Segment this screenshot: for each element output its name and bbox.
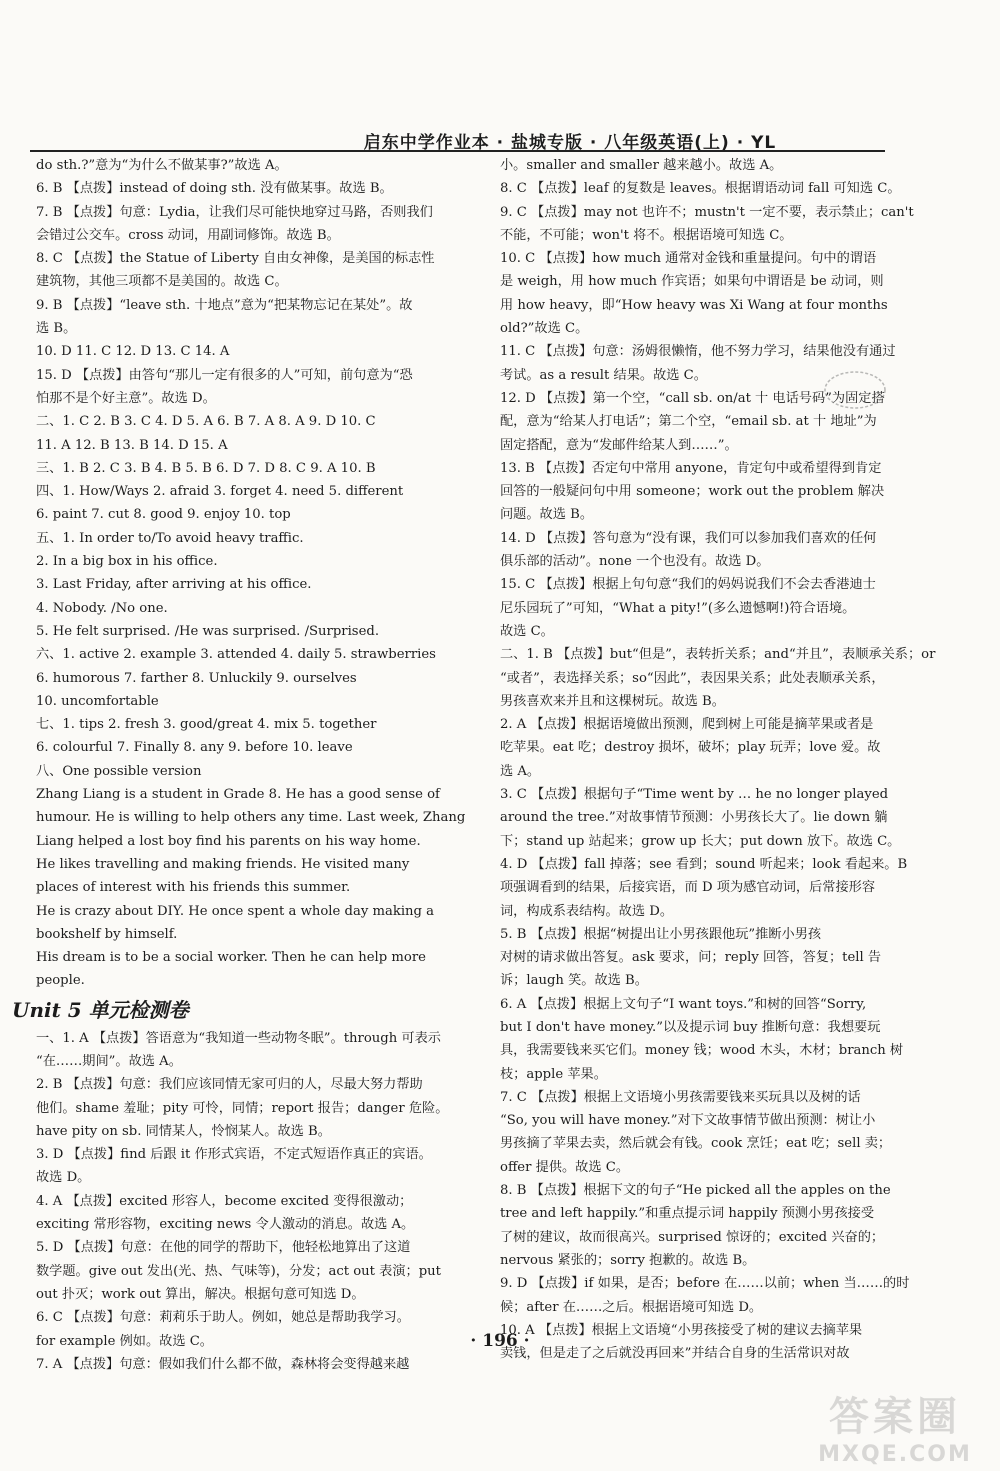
answer-line: 配，意为“给某人打电话”；第二个空，“email sb. at 十 地址”为 <box>500 414 877 430</box>
library-stamp-icon <box>820 365 890 415</box>
answer-line: 10. C 【点拨】how much 通常对金钱和重量提问。句中的谓语 <box>500 251 877 267</box>
answer-line: 二、1. B 【点拨】but“但是”，表转折关系；and“并且”，表顺承关系；or <box>500 647 936 663</box>
answer-line: 10. uncomfortable <box>36 693 159 709</box>
answer-line: 2. In a big box in his office. <box>36 554 218 570</box>
answer-line: 6. A 【点拨】根据上文句子“I want toys.”和树的回答“Sorry, <box>500 996 867 1012</box>
answer-line: 男孩喜欢来并且和这棵树玩。故选 B。 <box>500 693 725 709</box>
answer-line: for example 例如。故选 C。 <box>36 1333 213 1349</box>
answer-line: nervous 紧张的；sorry 抱歉的。故选 B。 <box>500 1252 756 1268</box>
answer-line: “或者”，表选择关系；so“因此”，表因果关系；此处表顺承关系， <box>500 670 885 686</box>
answer-line: 9. C 【点拨】may not 也许不；mustn't 一定不要，表示禁止；can't <box>500 204 914 220</box>
answer-line: out 扑灭；work out 算出，解决。根据句意可知选 D。 <box>36 1286 365 1302</box>
answer-line: 了树的建议，故而很高兴。surprised 惊讶的；excited 兴奋的； <box>500 1229 885 1245</box>
answer-line: 固定搭配，意为“发邮件给某人到……”。 <box>500 437 738 453</box>
watermark-text: 答案圈 <box>829 1394 961 1440</box>
answer-line: 会错过公交车。cross 动词，用副词修饰。故选 B。 <box>36 227 340 243</box>
answer-line: 候；after 在……之后。根据语境可知选 D。 <box>500 1299 763 1315</box>
watermark-url-text: MXQE.COM <box>818 1442 972 1467</box>
answer-line: 4. D 【点拨】fall 掉落；see 看到；sound 听起来；look 看起来。B <box>500 856 908 872</box>
answer-line: 6. B 【点拨】instead of doing sth. 没有做某事。故选 B。 <box>36 181 393 197</box>
answer-line: humour. He is willing to help others any time. Last week, Zhang <box>36 810 466 826</box>
answer-line: 故选 C。 <box>500 623 554 639</box>
answer-line: 7. C 【点拨】根据上文语境小男孩需要钱来买玩具以及树的话 <box>500 1089 861 1105</box>
answer-line: 14. D 【点拨】答句意为“没有课，我们可以参加我们喜欢的任何 <box>500 530 877 546</box>
answer-line: 二、1. C 2. B 3. C 4. D 5. A 6. B 7. A 8. A 9. D 10. C <box>36 414 376 430</box>
answer-line: 15. C 【点拨】根据上句句意“我们的妈妈说我们不会去香港迪士 <box>500 577 876 593</box>
answer-line: 4. Nobody. /No one. <box>36 600 168 616</box>
header-divider <box>30 150 885 152</box>
answer-line: 12. D 【点拨】第一个空，“call sb. on/at 十 电话号码”为固定搭 <box>500 390 885 406</box>
answer-line: 七、1. tips 2. fresh 3. good/great 4. mix 5. together <box>36 717 377 733</box>
answer-line: “So, you will have money.”对下文故事情节做出预测：树让小 <box>500 1113 876 1129</box>
answer-line: 八、One possible version <box>36 763 202 779</box>
answer-line: 词，构成系表结构。故选 D。 <box>500 903 674 919</box>
answer-line: 小。smaller and smaller 越来越小。故选 A。 <box>500 158 783 173</box>
answer-line: 8. C 【点拨】leaf 的复数是 leaves。根据谓语动词 fall 可知选 C。 <box>500 181 901 197</box>
answer-line: 项强调看到的结果，后接宾语，而 D 项为感官动词，后常接形容 <box>500 880 876 896</box>
answer-line: 回答的一般疑问句中用 someone；work out the problem 解决 <box>500 484 885 500</box>
answer-line: 问题。故选 B。 <box>500 507 594 523</box>
answer-line: have pity on sb. 同情某人，怜悯某人。故选 B。 <box>36 1123 331 1139</box>
answer-line: 8. B 【点拨】根据下文的句子“He picked all the apples on the <box>500 1183 891 1199</box>
answer-line: 男孩摘了苹果去卖，然后就会有钱。cook 烹饪；eat 吃；sell 卖； <box>500 1136 892 1152</box>
answer-line: 他们。shame 羞耻；pity 可怜，同情；report 报告；danger 危险。 <box>36 1100 449 1116</box>
answer-line: exciting 常形容物，exciting news 令人激动的消息。故选 A。 <box>36 1217 415 1233</box>
answer-line: 5. B 【点拨】根据“树提出让小男孩跟他玩”推断小男孩 <box>500 926 822 942</box>
answer-line: places of interest with his friends this summer. <box>36 880 351 896</box>
answer-line: Liang helped a lost boy find his parents on his way home. <box>36 833 421 849</box>
answer-line: bookshelf by himself. <box>36 926 178 942</box>
answer-line: 3. Last Friday, after arriving at his office. <box>36 577 312 593</box>
answer-line: 7. A 【点拨】句意：假如我们什么都不做，森林将会变得越来越 <box>36 1356 410 1372</box>
answer-line: 下；stand up 站起来；grow up 长大；put down 放下。故选 C。 <box>500 833 901 849</box>
answer-line: 7. B 【点拨】句意：Lydia，让我们尽可能快地穿过马路，否则我们 <box>36 204 433 220</box>
answer-line: 考试。as a result 结果。故选 C。 <box>500 367 707 383</box>
answer-line: Zhang Liang is a student in Grade 8. He has a good sense of <box>36 787 440 803</box>
answer-line: but I don't have money.”以及提示词 buy 推断句意：我想要玩 <box>500 1019 881 1035</box>
answer-line: 吃苹果。eat 吃；destroy 损坏，破坏；play 玩弄；love 爱。故 <box>500 740 881 756</box>
answer-line: 不能，不可能；won't 将不。根据语境可知选 C。 <box>500 227 793 243</box>
answer-line: 6. humorous 7. farther 8. Unluckily 9. ourselves <box>36 670 357 686</box>
unit-5-heading: Unit 5 单元检测卷 <box>12 997 189 1022</box>
answer-line: do sth.?”意为“为什么不做某事?”故选 A。 <box>36 158 288 173</box>
answer-line: 诉；laugh 笑。故选 B。 <box>500 973 648 989</box>
answer-line: 3. C 【点拨】根据句子“Time went by … he no longer played <box>500 787 889 803</box>
answer-line: 5. D 【点拨】句意：在他的同学的帮助下，他轻松地算出了这道 <box>36 1240 411 1256</box>
answer-line: 建筑物，其他三项都不是美国的。故选 C。 <box>36 274 288 290</box>
site-watermark-logo <box>795 1385 995 1465</box>
answer-line: 对树的请求做出答复。ask 要求，问；reply 回答，答复；tell 告 <box>500 950 882 966</box>
answer-line: 故选 D。 <box>36 1170 91 1186</box>
answer-line: 11. A 12. B 13. B 14. D 15. A <box>36 437 228 453</box>
answer-line: 数学题。give out 发出(光、热、气味等)，分发；act out 表演；put <box>36 1263 441 1279</box>
answer-line: 9. D 【点拨】if 如果，是否；before 在……以前；when 当……的时 <box>500 1276 910 1292</box>
answer-line: His dream is to be a social worker. Then he can help more <box>36 950 426 966</box>
answer-line: 四、1. How/Ways 2. afraid 3. forget 4. need 5. different <box>36 484 404 500</box>
answer-line: 一、1. A 【点拨】答语意为“我知道一些动物冬眠”。through 可表示 <box>36 1030 441 1046</box>
page-header-title: 启东中学作业本 · 盐城专版 · 八年级英语(上) · YL <box>363 133 777 153</box>
answer-line: 10. D 11. C 12. D 13. C 14. A <box>36 344 230 360</box>
answer-line: 选 A。 <box>500 763 541 779</box>
answer-line: 用 how heavy，即“How heavy was Xi Wang at four months <box>500 297 888 313</box>
answer-line: 5. He felt surprised. /He was surprised. /Surprised. <box>36 623 380 639</box>
answer-line: 六、1. active 2. example 3. attended 4. daily 5. strawberries <box>36 647 436 663</box>
answer-line: “在……期间”。故选 A。 <box>36 1053 182 1069</box>
answer-line: 怕那不是个好主意”。故选 D。 <box>36 390 216 406</box>
right-column <box>500 154 936 1365</box>
answer-line: 6. C 【点拨】句意：莉莉乐于助人。例如，她总是帮助我学习。 <box>36 1310 410 1326</box>
left-column <box>12 154 466 1376</box>
answer-line: 3. D 【点拨】find 后跟 it 作形式宾语，不定式短语作真正的宾语。 <box>36 1147 432 1163</box>
answer-line: 俱乐部的活动”。none 一个也没有。故选 D。 <box>500 554 770 570</box>
answer-line: 8. C 【点拨】the Statue of Liberty 自由女神像，是美国的标志性 <box>36 251 435 267</box>
answer-line: 是 weigh，用 how much 作宾语；如果句中谓语是 be 动词，则 <box>500 274 884 290</box>
answer-line: 9. B 【点拨】“leave sth. 十地点”意为“把某物忘记在某处”。故 <box>36 297 413 313</box>
answer-line: 13. B 【点拨】否定句中常用 anyone，肯定句中或希望得到肯定 <box>500 460 882 476</box>
answer-line: 五、1. In order to/To avoid heavy traffic. <box>36 530 304 546</box>
answer-line: 具，我需要钱来买它们。money 钱；wood 木头，木材；branch 树 <box>500 1043 904 1059</box>
answer-line: around the tree.”对故事情节预测：小男孩长大了。lie down 躺 <box>500 810 888 826</box>
answer-line: people. <box>36 973 85 989</box>
answer-line: 6. paint 7. cut 8. good 9. enjoy 10. top <box>36 507 291 523</box>
answer-line: offer 提供。故选 C。 <box>500 1159 630 1175</box>
answer-line: 卖钱，但是走了之后就没再回来”并结合自身的生活常识对故 <box>500 1346 850 1362</box>
answer-line: 10. A 【点拨】根据上文语境“小男孩接受了树的建议去摘苹果 <box>500 1322 863 1338</box>
answer-line: 2. B 【点拨】句意：我们应该同情无家可归的人，尽最大努力帮助 <box>36 1077 423 1093</box>
answer-line: 选 B。 <box>36 321 77 337</box>
answer-line: 2. A 【点拨】根据语境做出预测，爬到树上可能是摘苹果或者是 <box>500 717 874 733</box>
answer-line: 4. A 【点拨】excited 形容人，become excited 变得很激动； <box>36 1193 413 1209</box>
answer-line: 尼乐园玩了”可知，“What a pity!”(多么遗憾啊!)符合语境。 <box>500 600 856 616</box>
answer-line: He likes travelling and making friends. He visited many <box>36 856 410 872</box>
answer-line: 枝；apple 苹果。 <box>500 1066 607 1082</box>
answer-line: old?”故选 C。 <box>500 321 589 337</box>
answer-line: 6. colourful 7. Finally 8. any 9. before 10. leave <box>36 740 353 756</box>
answer-line: 11. C 【点拨】句意：汤姆很懒惰，他不努力学习，结果他没有通过 <box>500 344 896 360</box>
answer-line: 15. D 【点拨】由答句“那儿一定有很多的人”可知，前句意为“恐 <box>36 367 413 383</box>
answer-line: He is crazy about DIY. He once spent a whole day making a <box>36 903 435 919</box>
page-number: · 196 · <box>470 1331 530 1351</box>
answer-line: tree and left happily.”和重点提示词 happily 预测小男孩接受 <box>500 1206 875 1222</box>
answer-line: 三、1. B 2. C 3. B 4. B 5. B 6. D 7. D 8. C 9. A 10. B <box>36 460 376 476</box>
